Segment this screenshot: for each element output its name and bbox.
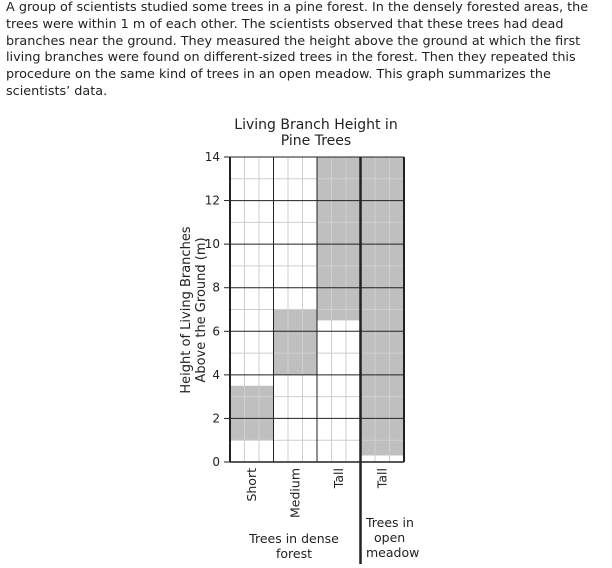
range-bar-4-meadow bbox=[361, 157, 405, 455]
y-tick-label-2: 2 bbox=[212, 411, 220, 426]
chart-title-line-1: Living Branch Height in bbox=[234, 117, 398, 133]
range-bar-3-dense bbox=[317, 157, 361, 320]
y-axis-label-line-2: Above the Ground (m) bbox=[194, 237, 209, 383]
x-category-label-1: Short bbox=[243, 468, 259, 502]
question-stem: A group of scientists studied some trees in a pine forest. In the densely forested areas, the trees were within 1 m of each other. The scientists observed that these trees had dead branches near the ground. They measured the height above the ground at which the first living branches were found on different-sized trees in the forest. Then they repeated this procedure on the same kind of trees in an open meadow. This graph summarizes the scientists’ data. bbox=[6, 0, 589, 99]
group-label-meadow-line-3: meadow bbox=[366, 545, 420, 560]
y-axis-label-line-1: Height of Living Branches bbox=[179, 226, 194, 394]
y-tick-label-0: 0 bbox=[212, 455, 220, 469]
x-category-label-3: Tall bbox=[330, 468, 346, 489]
y-tick-label-6: 6 bbox=[212, 324, 220, 339]
y-axis-label bbox=[179, 226, 209, 393]
group-label-dense-line-1: Trees in dense bbox=[249, 531, 339, 546]
range-bar-2-dense bbox=[274, 310, 318, 375]
y-tick-label-14: 14 bbox=[204, 150, 220, 164]
x-category-label-2: Medium bbox=[287, 468, 303, 518]
group-label-dense-line-2: forest bbox=[275, 546, 313, 561]
y-tick-label-4: 4 bbox=[212, 367, 220, 382]
y-tick-label-10: 10 bbox=[204, 237, 220, 252]
y-tick-label-8: 8 bbox=[212, 280, 220, 295]
group-label-meadow-line-2: open bbox=[374, 530, 406, 545]
x-category-label-4: Tall bbox=[374, 468, 390, 489]
y-tick-label-12: 12 bbox=[204, 193, 220, 208]
chart-title-line-2: Pine Trees bbox=[280, 133, 352, 149]
group-label-meadow-line-1: Trees in bbox=[366, 515, 414, 530]
range-bar-1-dense bbox=[230, 386, 274, 440]
